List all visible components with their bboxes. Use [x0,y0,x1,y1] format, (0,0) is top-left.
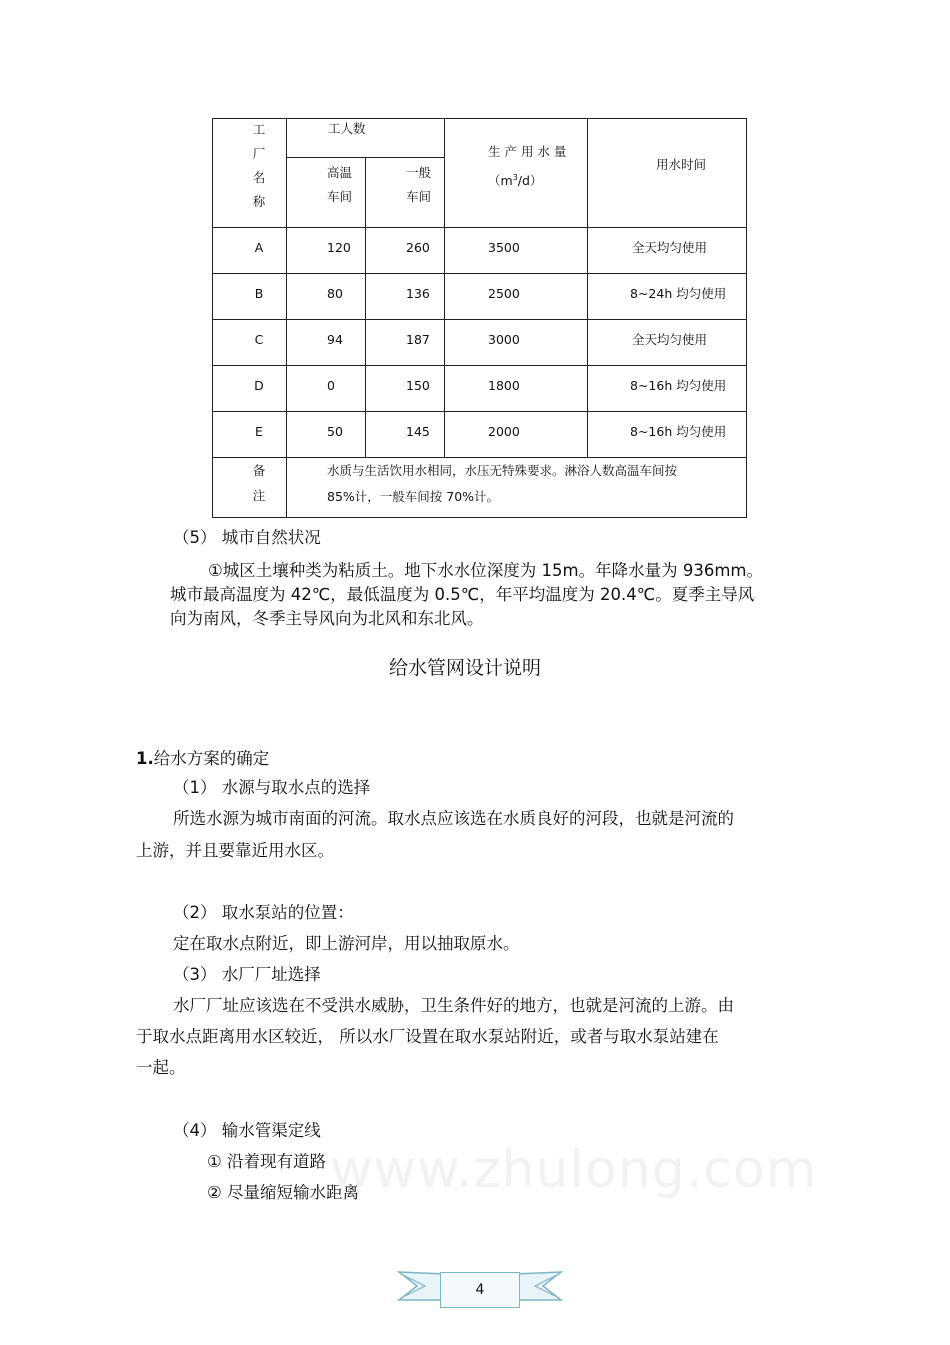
header-factory-char: 工 [252,122,266,137]
table-col-rule [444,118,445,457]
header-factory-char: 名 [252,170,266,185]
row-water: 2500 [488,286,520,301]
remark-text: 水质与生活饮用水相同，水压无特殊要求。淋浴人数高温车间按 [327,463,678,478]
row-water: 3500 [488,240,520,255]
table-col-rule [365,157,366,457]
table-rule [212,319,747,320]
paragraph-line: 所选水源为城市南面的河流。取水点应该选在水质良好的河段，也就是河流的 [173,809,734,828]
header-general-workshop: 一般 [406,165,432,180]
header-production-unit: $(m^3/d)$ [488,173,543,189]
row-name: D [254,378,264,393]
row-water: 1800 [488,378,520,393]
row-time: 8~16h 均匀使用 [630,424,727,439]
row-time: 8~16h 均匀使用 [630,378,727,393]
remark-label: 注 [252,488,266,503]
table-rule [212,457,747,458]
table-rule [212,411,747,412]
header-factory-char: 厂 [252,146,266,161]
row-name: B [254,286,264,301]
factory-water-table [0,0,950,530]
header-water-time: 用水时间 [656,157,707,172]
table-rule-workers [287,157,445,158]
row-time: 全天均匀使用 [632,240,708,255]
table-border-top [212,118,747,119]
paragraph-line: 上游，并且要靠近用水区。 [136,841,334,860]
header-hot-workshop: 高温 [327,165,353,180]
header-workers: 工人数 [328,121,366,136]
table-col-rule [286,118,287,518]
paragraph-line: 一起。 [136,1058,186,1077]
header-production-water: 生 产 用 水 量 [488,144,567,159]
row-hot: 0 [327,378,335,393]
row-hot: 94 [327,332,343,347]
remark-label: 备 [252,463,266,478]
paragraph-line: 水厂厂址应该选在不受洪水威胁，卫生条件好的地方，也就是河流的上游。由 [173,996,734,1015]
row-hot: 50 [327,424,343,439]
subsection-heading: （2） 取水泵站的位置： [173,903,354,922]
page-number: 4 [440,1272,520,1308]
watermark-text: www.zhulong.com [330,1140,818,1200]
page-footer [395,1268,565,1328]
row-name: C [254,332,264,347]
row-water: 3000 [488,332,520,347]
subsection-heading: （4） 输水管渠定线 [173,1121,321,1140]
list-item: ② 尽量缩短输水距离 [207,1183,360,1202]
table-col-rule [587,118,588,457]
row-time: 8~24h 均匀使用 [630,286,727,301]
row-time: 全天均匀使用 [632,332,708,347]
row-name: E [255,424,263,439]
subsection-heading: （3） 水厂厂址选择 [173,965,321,984]
row-general: 136 [406,286,430,301]
table-rule [212,227,747,228]
table-border-left [212,118,213,518]
row-general: 150 [406,378,430,393]
subsection-heading: （1） 水源与取水点的选择 [173,778,371,797]
table-border-right [746,118,747,518]
row-general: 260 [406,240,430,255]
section5-heading: （5） 城市自然状况 [173,528,321,547]
table-rule [212,273,747,274]
row-water: 2000 [488,424,520,439]
header-hot-workshop: 车间 [327,189,353,204]
part1-heading: 1.给水方案的确定 [136,749,270,768]
header-general-workshop: 车间 [406,189,432,204]
document-title: 给水管网设计说明 [389,657,542,679]
section5-paragraph-line: 城市最高温度为 42℃，最低温度为 0.5℃，年平均温度为 20.4℃。夏季主导风 [170,585,755,604]
remark-text: 85%计，一般车间按 70%计。 [327,489,500,504]
header-factory-char: 称 [252,194,266,209]
section5-paragraph-line: ①城区土壤种类为粘质土。地下水水位深度为 15m。年降水量为 936mm。 [208,561,763,580]
table-border-bottom [212,517,747,518]
row-general: 145 [406,424,430,439]
row-name: A [254,240,264,255]
paragraph-line: 定在取水点附近，即上游河岸，用以抽取原水。 [173,934,520,953]
paragraph-line: 于取水点距离用水区较近， 所以水厂设置在取水泵站附近，或者与取水泵站建在 [136,1027,719,1046]
table-rule [212,365,747,366]
list-item: ① 沿着现有道路 [207,1152,327,1171]
row-general: 187 [406,332,430,347]
section5-paragraph-line: 向为南风，冬季主导风向为北风和东北风。 [170,609,484,628]
row-hot: 80 [327,286,343,301]
row-hot: 120 [327,240,351,255]
